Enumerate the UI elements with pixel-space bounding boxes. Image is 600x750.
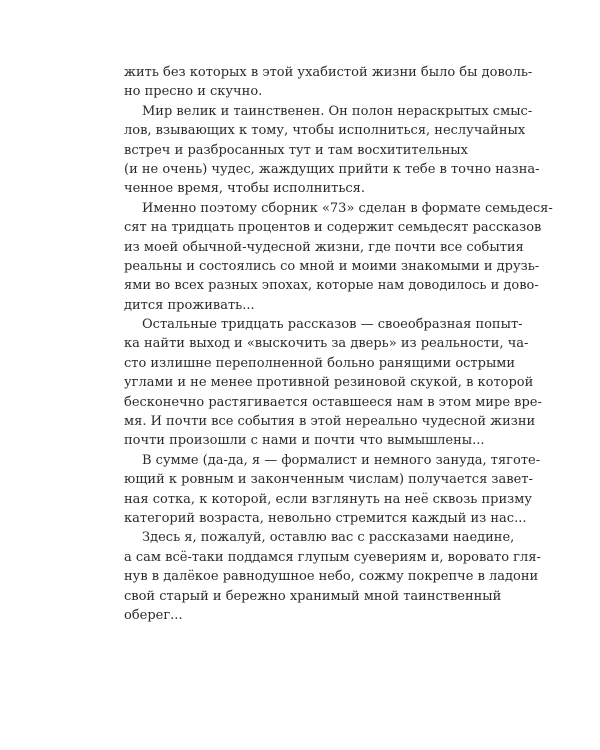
text-line: Мир велик и таинственен. Он полон нераскрытых смыс- (142, 103, 533, 119)
paragraph-5 (124, 451, 541, 529)
text-line: встреч и разбросанных тут и там восхитительных (124, 142, 468, 158)
paragraph-2 (124, 102, 540, 199)
text-line: нув в далёкое равнодушное небо, сожму покрепче в ладони (124, 569, 539, 585)
text-line: жить без которых в этой ухабистой жизни было бы доволь- (124, 65, 533, 80)
text-line: Именно поэтому сборник «73» сделан в формате семьдеся- (142, 200, 553, 216)
text-line: реальны и состоялись со мной и моими знакомыми и друзь- (124, 258, 540, 274)
text-line: ная сотка, к которой, если взглянуть на неё сквозь призму (124, 491, 533, 507)
text-line: лов, взывающих к тому, чтобы исполниться, неслучайных (124, 123, 526, 139)
text-line: ченное время, чтобы исполниться. (124, 181, 366, 197)
text-line: бесконечно растягивается оставшееся нам в этом мире вре- (124, 394, 542, 410)
text-line: ка найти выход и «выскочить за дверь» из реальности, ча- (124, 336, 529, 352)
body-text (124, 63, 553, 625)
text-line: мя. И почти все события в этой нереально чудесной жизни (124, 414, 536, 430)
text-line: из моей обычной-чудесной жизни, где почти все события (124, 239, 524, 255)
text-line: свой старый и бережно хранимый мной таинственный (124, 588, 502, 604)
text-line: ями во всех разных эпохах, которые нам доводилось и дово- (124, 278, 539, 294)
text-line: Здесь я, пожалуй, оставлю вас с рассказами наедине, (142, 530, 515, 546)
text-line: категорий возраста, невольно стремится каждый из нас... (124, 510, 527, 526)
paragraph-1 (124, 63, 533, 102)
text-line: углами и не менее противной резиновой скукой, в которой (124, 375, 534, 391)
text-line: сто излишне переполненной больно ранящими острыми (124, 355, 516, 371)
text-line: сят на тридцать процентов и содержит семьдесят рассказов (124, 220, 542, 236)
text-line: ющий к ровным и законченным числам) получается завет- (124, 472, 533, 488)
text-line: а сам всё-таки поддамся глупым суевериям и, воровато гля- (124, 549, 541, 565)
paragraph-3 (124, 199, 553, 315)
paragraph-6 (124, 528, 541, 625)
text-line: (и не очень) чудес, жаждущих прийти к тебе в точно назна- (124, 161, 540, 177)
paragraph-4 (124, 315, 542, 451)
text-line: оберег... (124, 607, 183, 623)
text-line: Остальные тридцать рассказов — своеобразная попыт- (142, 317, 523, 333)
text-line: но пресно и скучно. (124, 84, 263, 100)
text-line: почти произошли с нами и почти что вымышлены... (124, 433, 485, 449)
text-line: В сумме (да-да, я — формалист и немного зануда, тяготе- (142, 452, 541, 468)
text-line: дится проживать... (124, 297, 255, 313)
